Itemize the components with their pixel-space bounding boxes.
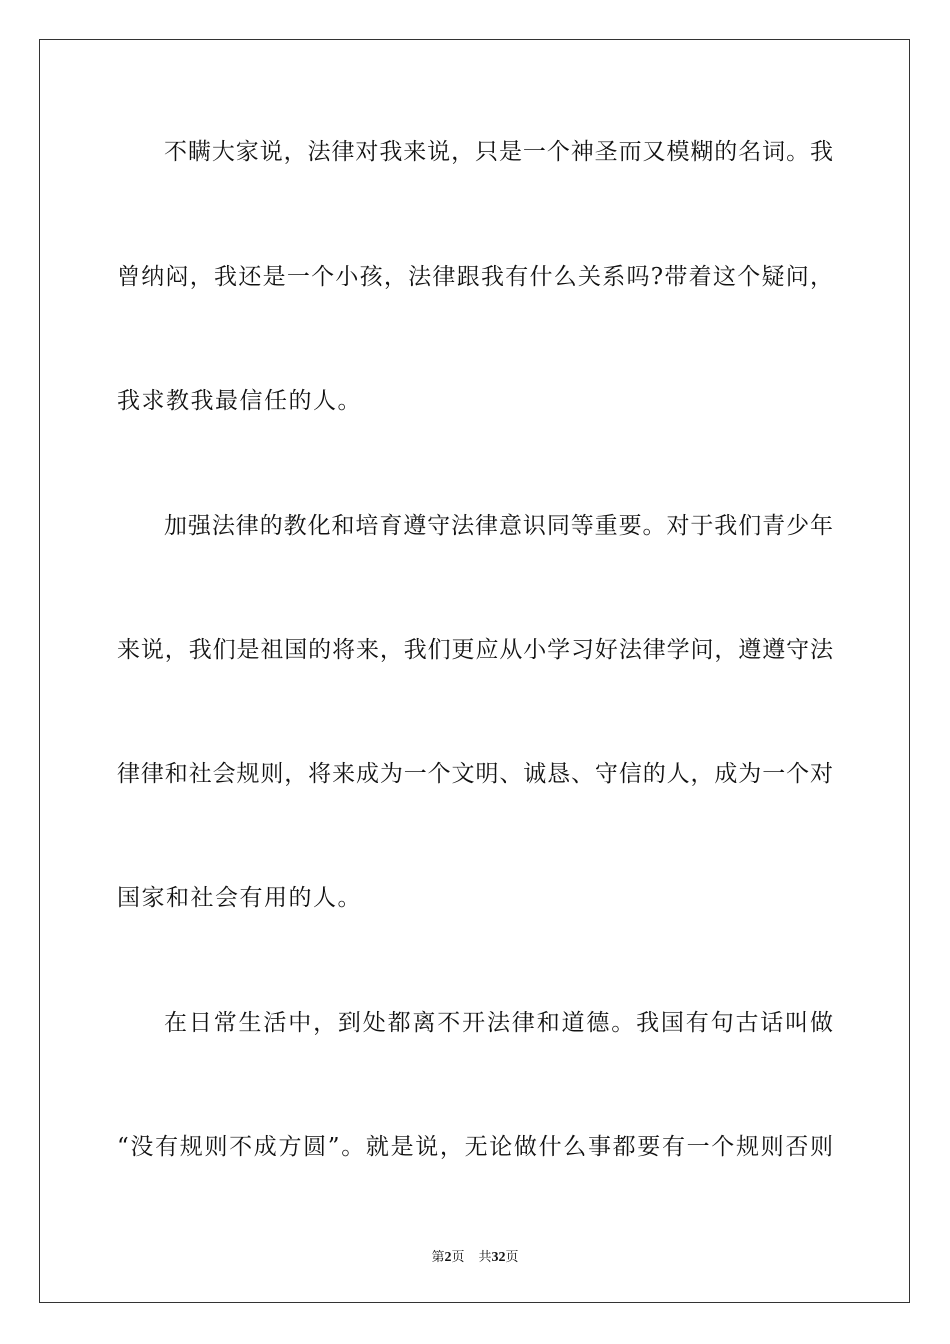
- page-footer: [0, 1249, 950, 1267]
- paragraph-3-line-2: “没有规则不成方圆”。就是说，无论做什么事都要有一个规则否则: [117, 1134, 833, 1160]
- paragraph-2-line-2: 来说，我们是祖国的将来，我们更应从小学习好法律学问，遵遵守法: [117, 637, 833, 663]
- paragraph-1-line-2: 曾纳闷，我还是一个小孩，法律跟我有什么关系吗?带着这个疑问，: [117, 264, 833, 290]
- paragraph-3-line-1: 在日常生活中，到处都离不开法律和道德。我国有句古话叫做: [164, 1010, 833, 1036]
- paragraph-2-line-3: 律律和社会规则，将来成为一个文明、诚恳、守信的人，成为一个对: [117, 761, 833, 787]
- paragraph-1-line-3: 我求教我最信任的人。: [117, 388, 362, 414]
- paragraph-2-line-4: 国家和社会有用的人。: [117, 885, 362, 911]
- page-border: [39, 39, 910, 1303]
- current-page-number: 2: [444, 1250, 452, 1265]
- page-suffix: 页: [451, 1250, 465, 1265]
- total-suffix: 页: [505, 1250, 519, 1265]
- paragraph-1-line-1: 不瞒大家说，法律对我来说，只是一个神圣而又模糊的名词。我: [164, 139, 833, 165]
- total-page-count: 32: [491, 1250, 506, 1265]
- paragraph-2-line-1: 加强法律的教化和培育遵守法律意识同等重要。对于我们青少年: [164, 513, 833, 539]
- page-prefix: 第: [431, 1250, 445, 1265]
- total-prefix: 共: [478, 1250, 492, 1265]
